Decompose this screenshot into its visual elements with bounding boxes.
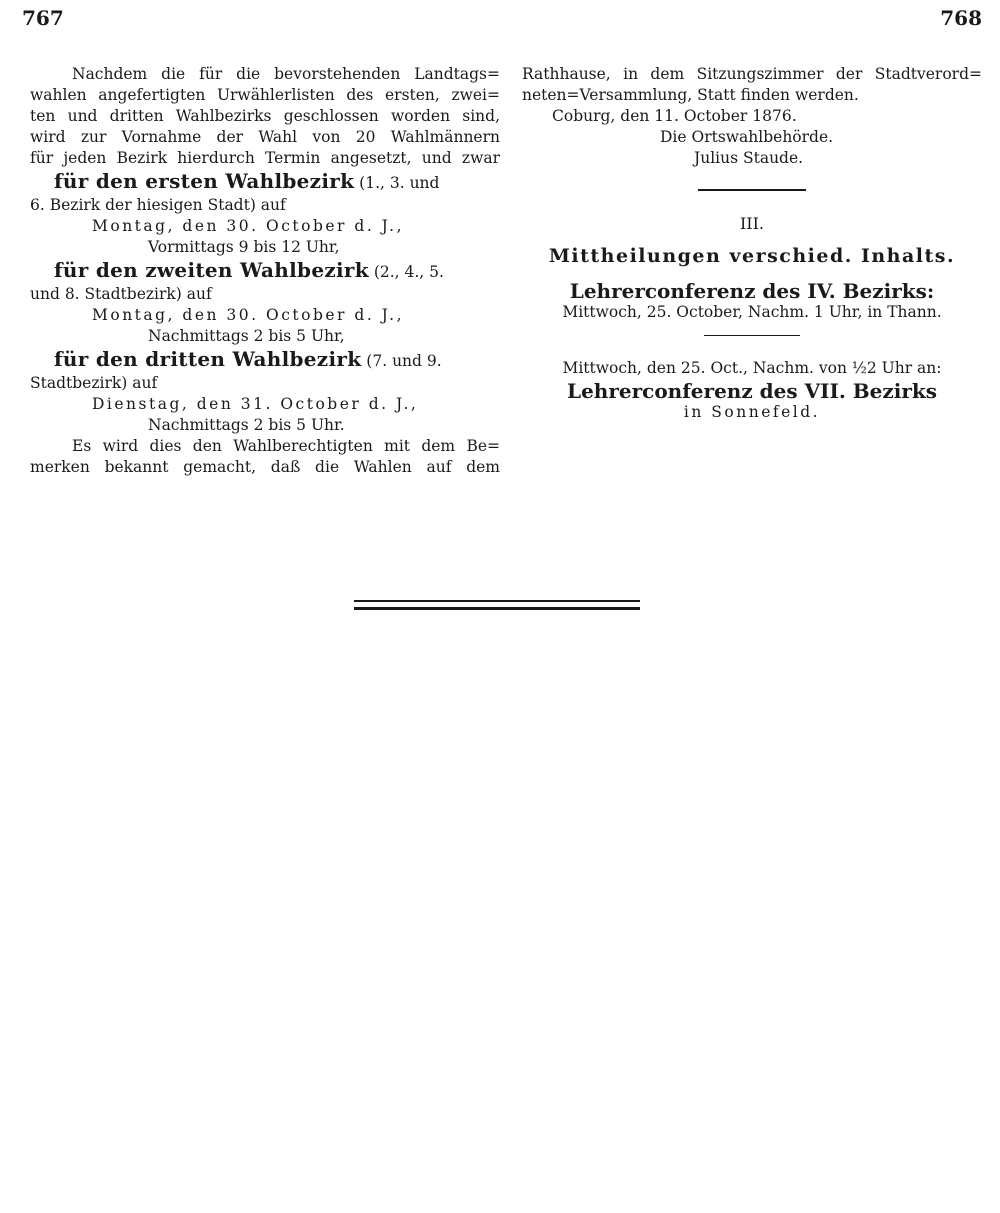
conference1-details: Mittwoch, 25. October, Nachm. 1 Uhr, in Thann. xyxy=(562,303,942,321)
intro-line: für jeden Bezirk hierdurch Termin angesetzt, und zwar xyxy=(30,149,500,167)
place-date: Coburg, den 11. October 1876. xyxy=(552,107,797,125)
district1-line2: 6. Bezirk der hiesigen Stadt) auf xyxy=(30,196,286,214)
section-number: III. xyxy=(739,214,765,233)
continuation-line: neten=Versammlung, Statt finden werden. xyxy=(522,86,859,104)
district3-line2: Stadtbezirk) auf xyxy=(30,374,158,392)
closing-line: merken bekannt gemacht, daß die Wahlen auf dem xyxy=(30,458,500,476)
conference2-location: in Sonnefeld. xyxy=(683,403,821,421)
page-number-left: 767 xyxy=(22,6,64,30)
authority: Die Ortswahlbehörde. xyxy=(660,128,834,146)
district1-heading-rest: (1., 3. und xyxy=(354,174,440,192)
district1-heading-line xyxy=(30,169,500,195)
separator-rule-thin xyxy=(704,335,800,336)
intro-line: ten und dritten Wahlbezirks geschlossen worden sind, xyxy=(30,107,500,125)
district1-heading: für den ersten Wahlbezirk xyxy=(54,169,355,193)
closing-line: Es wird dies den Wahlberechtigten mit dem Be= xyxy=(72,437,500,455)
intro-line: wird zur Vornahme der Wahl von 20 Wahlmännern xyxy=(30,128,500,146)
separator-rule xyxy=(698,189,806,191)
district2-date: Montag, den 30. October d. J., xyxy=(92,306,405,324)
district2-heading-line xyxy=(30,258,500,284)
district3-date: Dienstag, den 31. October d. J., xyxy=(92,395,419,413)
continuation-line: Rathhause, in dem Sitzungszimmer der Stadtverord= xyxy=(522,65,982,83)
district3-time: Nachmittags 2 bis 5 Uhr. xyxy=(148,416,345,434)
end-double-rule xyxy=(354,600,640,610)
district3-heading-rest: (7. und 9. xyxy=(361,352,442,370)
intro-line: Nachdem die für die bevorstehenden Landtags= xyxy=(72,65,500,83)
page-number-right: 768 xyxy=(940,6,982,30)
conference2-intro: Mittwoch, den 25. Oct., Nachm. von ½2 Uhr an: xyxy=(562,359,942,377)
right-column xyxy=(522,64,982,423)
district1-date: Montag, den 30. October d. J., xyxy=(92,217,405,235)
district2-heading: für den zweiten Wahlbezirk xyxy=(54,258,369,282)
section-title: Mittheilungen verschied. Inhalts. xyxy=(548,245,956,267)
intro-line: wahlen angefertigten Urwählerlisten des ersten, zwei= xyxy=(30,86,500,104)
district1-time: Vormittags 9 bis 12 Uhr, xyxy=(148,238,340,256)
district2-time: Nachmittags 2 bis 5 Uhr, xyxy=(148,327,345,345)
district2-heading-rest: (2., 4., 5. xyxy=(368,263,444,281)
district3-heading: für den dritten Wahlbezirk xyxy=(54,347,362,371)
signature: Julius Staude. xyxy=(694,149,804,167)
district2-line2: und 8. Stadtbezirk) auf xyxy=(30,285,212,303)
conference2-title: Lehrerconferenz des VII. Bezirks xyxy=(567,379,937,403)
conference1-title: Lehrerconferenz des IV. Bezirks: xyxy=(569,279,935,303)
district3-heading-line xyxy=(30,347,500,373)
left-column xyxy=(30,64,500,478)
